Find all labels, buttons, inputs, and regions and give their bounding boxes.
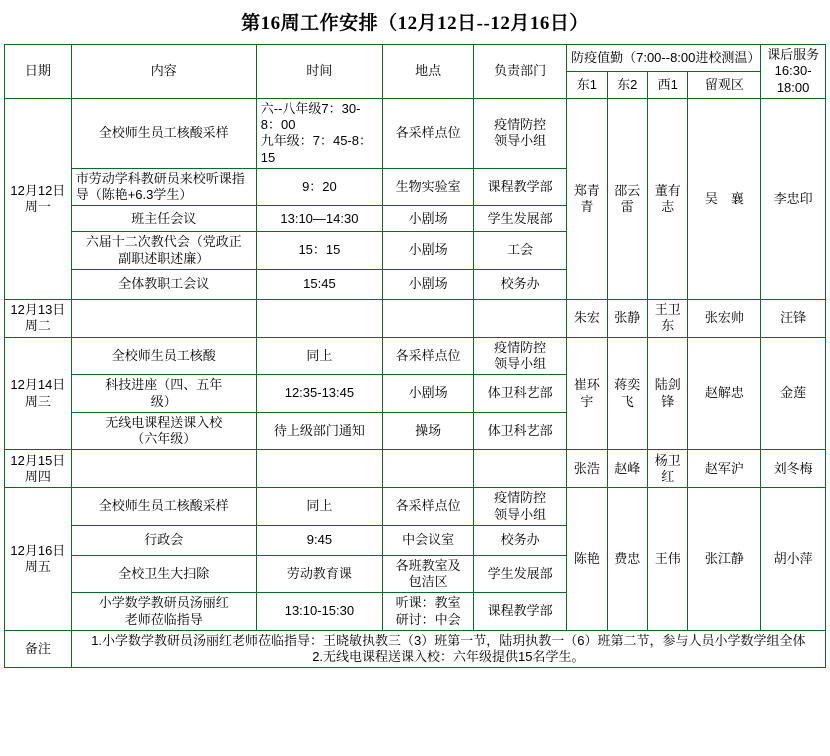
after-school-staff-1: 汪锋 [761, 299, 826, 337]
after-school-staff-2: 金莲 [761, 337, 826, 450]
activity-dept: 疫情防控 领导小组 [474, 488, 567, 526]
activity-place: 中会议室 [383, 525, 474, 555]
duty-east1-0: 郑青青 [567, 98, 607, 299]
activity-content: 科技进座（四、五年 级） [71, 375, 256, 413]
activity-dept: 疫情防控 领导小组 [474, 98, 567, 168]
duty-observation-4: 张江静 [688, 488, 761, 631]
activity-content: 小学数学教研员汤丽红 老师莅临指导 [71, 593, 256, 631]
table-row [5, 299, 826, 337]
activity-time: 同上 [256, 488, 382, 526]
col-header-after-school [761, 45, 826, 99]
activity-place: 听课：教室 研讨：中会 [383, 593, 474, 631]
activity-dept: 校务办 [474, 269, 567, 299]
col-header-dept: 负责部门 [474, 45, 567, 99]
activity-time: 9：20 [256, 168, 382, 206]
col-header-duty-east1: 东1 [567, 71, 607, 98]
table-row [5, 488, 826, 526]
activity-place: 小剧场 [383, 269, 474, 299]
after-school-label: 课后服务 [767, 47, 820, 62]
activity-dept [474, 450, 567, 488]
col-header-content: 内容 [71, 45, 256, 99]
page-title: 第16周工作安排（12月12日--12月16日） [241, 13, 589, 34]
activity-content [71, 450, 256, 488]
table-row [5, 450, 826, 488]
col-header-duty-west1: 西1 [647, 71, 687, 98]
duty-east2-1: 张静 [607, 299, 647, 337]
duty-observation-0: 吴 襄 [688, 98, 761, 299]
activity-time: 9:45 [256, 525, 382, 555]
day-date-4: 12月16日 周五 [5, 488, 72, 631]
col-header-duty-group: 防疫值勤（7:00--8:00进校测温） [567, 45, 761, 72]
activity-dept: 学生发展部 [474, 206, 567, 232]
activity-place: 小剧场 [383, 232, 474, 270]
activity-time: 13:10—14:30 [256, 206, 382, 232]
duty-observation-1: 张宏帅 [688, 299, 761, 337]
activity-content: 六届十二次教代会（党政正 副职述职述廉） [71, 232, 256, 270]
activity-dept: 学生发展部 [474, 555, 567, 593]
activity-time: 12:35-13:45 [256, 375, 382, 413]
duty-east1-1: 朱宏 [567, 299, 607, 337]
duty-east2-2: 蒋奕飞 [607, 337, 647, 450]
after-school-staff-3: 刘冬梅 [761, 450, 826, 488]
activity-time: 待上级部门通知 [256, 412, 382, 450]
activity-place: 各采样点位 [383, 337, 474, 375]
activity-place: 小剧场 [383, 206, 474, 232]
table-row [5, 337, 826, 375]
activity-dept: 课程教学部 [474, 593, 567, 631]
remark-row [5, 630, 826, 668]
activity-dept [474, 299, 567, 337]
col-header-date: 日期 [5, 45, 72, 99]
table-row [5, 98, 826, 168]
activity-content: 行政会 [71, 525, 256, 555]
activity-content: 全体教职工会议 [71, 269, 256, 299]
col-header-place: 地点 [383, 45, 474, 99]
activity-dept: 疫情防控 领导小组 [474, 337, 567, 375]
weekly-schedule-table [4, 44, 826, 668]
table-header-row [5, 45, 826, 72]
remark-label: 备注 [5, 630, 72, 668]
remark-body: 1.小学数学教研员汤丽红老师莅临指导：王晓敏执教三（3）班第一节，陆玥执教一（6）班第二节，参与人员小学数学组全体 2.无线电课程送课入校：六年级提供15名学生。 [71, 630, 825, 668]
activity-dept: 课程教学部 [474, 168, 567, 206]
duty-east1-4: 陈艳 [567, 488, 607, 631]
activity-content: 全校师生员工核酸采样 [71, 488, 256, 526]
activity-place: 各采样点位 [383, 98, 474, 168]
activity-content [71, 299, 256, 337]
duty-west1-3: 杨卫红 [647, 450, 687, 488]
activity-dept: 体卫科艺部 [474, 375, 567, 413]
duty-west1-4: 王伟 [647, 488, 687, 631]
after-school-staff-4: 胡小萍 [761, 488, 826, 631]
activity-time [256, 450, 382, 488]
duty-east1-3: 张浩 [567, 450, 607, 488]
after-school-time: 16:30-18:00 [774, 63, 812, 95]
duty-observation-3: 赵军沪 [688, 450, 761, 488]
activity-content: 全校师生员工核酸 [71, 337, 256, 375]
activity-time [256, 299, 382, 337]
duty-west1-1: 王卫东 [647, 299, 687, 337]
activity-time: 劳动教育课 [256, 555, 382, 593]
activity-content: 无线电课程送课入校 （六年级） [71, 412, 256, 450]
activity-place: 操场 [383, 412, 474, 450]
activity-dept: 体卫科艺部 [474, 412, 567, 450]
duty-observation-2: 赵解忠 [688, 337, 761, 450]
activity-dept: 校务办 [474, 525, 567, 555]
activity-content: 全校卫生大扫除 [71, 555, 256, 593]
activity-content: 全校师生员工核酸采样 [71, 98, 256, 168]
activity-place [383, 299, 474, 337]
activity-place: 小剧场 [383, 375, 474, 413]
activity-place: 生物实验室 [383, 168, 474, 206]
duty-east1-2: 崔环宇 [567, 337, 607, 450]
day-date-3: 12月15日 周四 [5, 450, 72, 488]
duty-west1-2: 陆剑锋 [647, 337, 687, 450]
col-header-duty-east2: 东2 [607, 71, 647, 98]
activity-time: 六--八年级7：30-8：00 九年级：7：45-8：15 [256, 98, 382, 168]
activity-time: 同上 [256, 337, 382, 375]
after-school-staff-0: 李忠印 [761, 98, 826, 299]
activity-dept: 工会 [474, 232, 567, 270]
activity-place: 各采样点位 [383, 488, 474, 526]
activity-content: 班主任会议 [71, 206, 256, 232]
day-date-0: 12月12日 周一 [5, 98, 72, 299]
day-date-2: 12月14日 周三 [5, 337, 72, 450]
activity-time: 15:45 [256, 269, 382, 299]
activity-place: 各班教室及 包洁区 [383, 555, 474, 593]
activity-content: 市劳动学科教研员来校听课指导（陈艳+6.3学生） [71, 168, 256, 206]
activity-time: 15：15 [256, 232, 382, 270]
activity-place [383, 450, 474, 488]
duty-east2-4: 费忠 [607, 488, 647, 631]
col-header-time: 时间 [256, 45, 382, 99]
col-header-duty-observation: 留观区 [688, 71, 761, 98]
activity-time: 13:10-15:30 [256, 593, 382, 631]
duty-east2-3: 赵峰 [607, 450, 647, 488]
day-date-1: 12月13日 周二 [5, 299, 72, 337]
duty-west1-0: 董有志 [647, 98, 687, 299]
duty-east2-0: 邵云雷 [607, 98, 647, 299]
